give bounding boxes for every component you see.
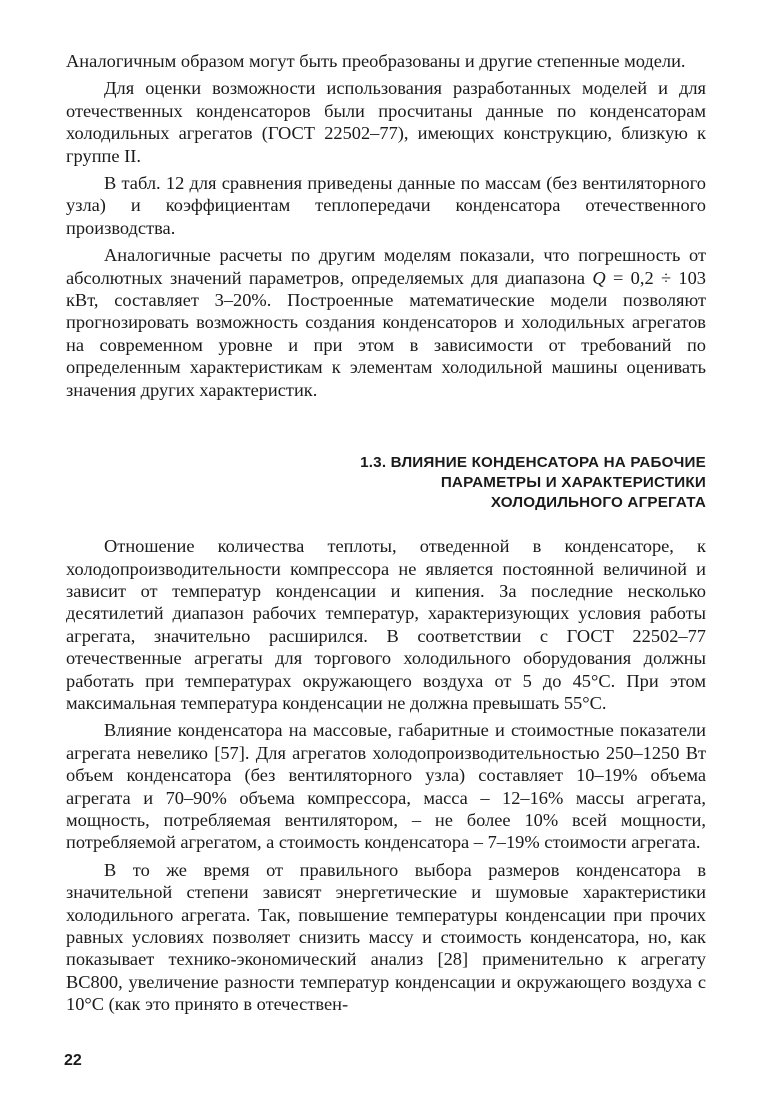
intro-paragraph-2: Для оценки возможности использования разработанных моделей и для отечественных конденсаторов были просчитаны данные по конденсаторам холодильных агрегатов (ГОСТ 22502–77), имеющих конструкцию, близкую к группе II. <box>66 78 706 166</box>
intro-paragraph-3: В табл. 12 для сравнения приведены данные по массам (без вентиляторного узла) и коэффициентам теплопередачи конденсатора отечественного производства. <box>66 173 706 238</box>
section-heading-line-1: 1.3. ВЛИЯНИЕ КОНДЕНСАТОРА НА РАБОЧИЕ <box>360 454 706 472</box>
section-heading-line-3: ХОЛОДИЛЬНОГО АГРЕГАТА <box>490 494 706 512</box>
body-paragraph-1: Отношение количества теплоты, отведенной в конденсаторе, к холодопроизводительности компрессора не является постоянной величиной и зависит от температур конденсации и кипения. За последние несколько десятилетий диапазон рабочих температур, характеризующих условия работы агрегата, значительно расширился. В соответствии с ГОСТ 22502–77 отечественные агрегаты для торгового холодильного оборудования должны работать при температурах окружающего воздуха от 5 до 45°С. При этом максимальная температура конденсации не должна превышать 55°С. <box>66 536 706 713</box>
intro-paragraph-1: Аналогичным образом могут быть преобразованы и другие степенные модели. <box>66 51 686 71</box>
section-heading <box>66 453 706 513</box>
q-symbol: Q <box>592 267 606 288</box>
body-paragraph-2: Влияние конденсатора на массовые, габаритные и стоимостные показатели агрегата невелико [57]. Для агрегатов холодопроизводительностью 250–1250 Вт объем конденсатора (без вентиляторного узла) составляет 10–19% объема агрегата и 70–90% объема компрессора, масса – 12–16% массы агрегата, мощность, потребляемая вентилятором, – не более 10% всей мощности, потребляемой агрегатом, а стоимость конденсатора – 7–19% стоимости агрегата. <box>66 720 706 853</box>
section-heading-line-2: ПАРАМЕТРЫ И ХАРАКТЕРИСТИКИ <box>440 474 706 492</box>
page-content <box>66 50 706 1021</box>
page-number: 22 <box>64 1052 82 1069</box>
calculation-text-end: = 0,2 ÷ 103 кВт, составляет 3–20%. Построенные математические модели позволяют прогнозировать возможность создания конденсаторов и холодильных агрегатов на современном уровне и при этом в зависимости от требований по определенным характеристикам к элементам холодильной машины оценивать значения других характеристик. <box>66 267 706 400</box>
calculation-paragraph <box>66 244 706 401</box>
calculation-text-start: Аналогичные расчеты по другим моделям показали, что погрешность от абсолютных значений параметров, определяемых для диапазона <box>66 245 706 288</box>
body-paragraph-3: В то же время от правильного выбора размеров конденсатора в значительной степени зависят энергетические и шумовые характеристики холодильного агрегата. Так, повышение температуры конденсации при прочих равных условиях позволяет снизить массу и стоимость конденсатора, но, как показывает технико-экономический анализ [28] применительно к агрегату ВС800, увеличение разности температур конденсации и окружающего воздуха с 10°С (как это принято в отечествен- <box>66 859 706 1015</box>
